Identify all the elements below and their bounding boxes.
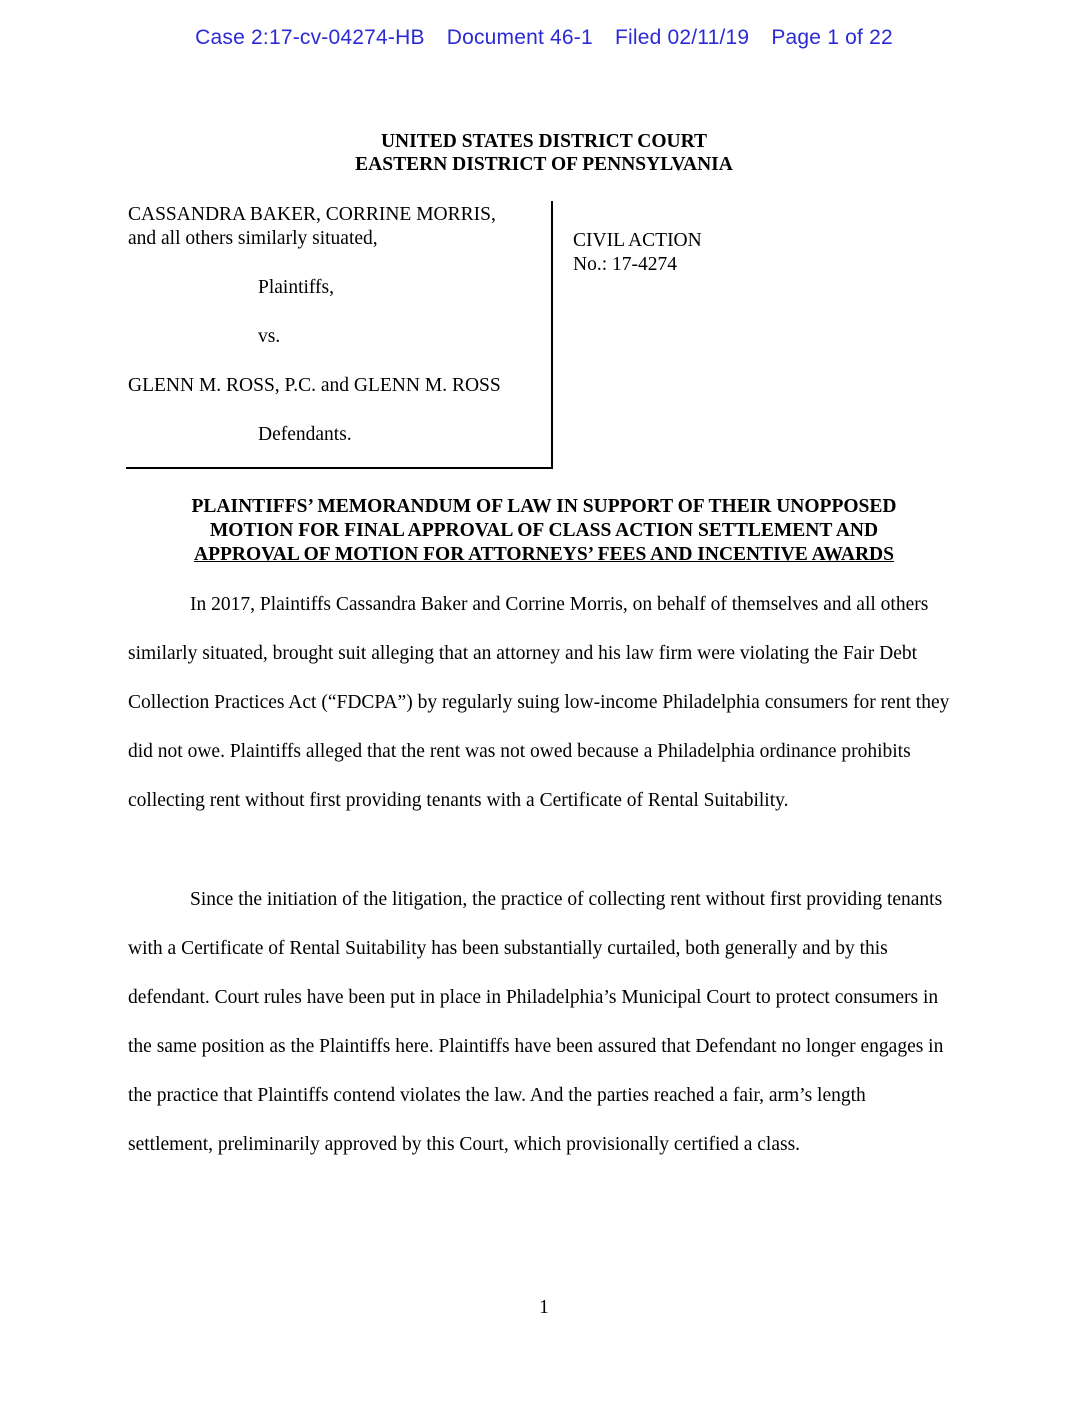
- case-caption-action: [573, 229, 702, 277]
- court-district: EASTERN DISTRICT OF PENNSYLVANIA: [355, 154, 733, 175]
- plaintiffs-label: Plaintiffs,: [258, 277, 335, 298]
- paragraph-text: In 2017, Plaintiffs Cassandra Baker and Corrine Morris, on behalf of themselves and all others similarly situated, brought suit alleging that an attorney and his law firm were violating the Fair Debt Collection Practices Act (“FDCPA”) by regularly suing low-income Philadelphia consumers for rent they did not owe. Plaintiffs alleged that the rent was not owed because a Philadelphia ordinance prohibits collecting rent without first providing tenants with a Certificate of Rental Suitability.: [128, 594, 950, 811]
- court-name: UNITED STATES DISTRICT COURT: [380, 131, 708, 152]
- court-heading: [0, 130, 1088, 176]
- case-number: Case 2:17-cv-04274-HB: [195, 26, 425, 49]
- page-count: Page 1 of 22: [771, 26, 893, 49]
- caption-vertical-rule: [551, 201, 553, 468]
- title-line-1: PLAINTIFFS’ MEMORANDUM OF LAW IN SUPPORT OF THEIR UNOPPOSED: [191, 496, 897, 517]
- title-line-3: APPROVAL OF MOTION FOR ATTORNEYS’ FEES AND INCENTIVE AWARDS: [194, 544, 894, 565]
- document-number: Document 46-1: [446, 26, 593, 49]
- civil-action-label: CIVIL ACTION: [573, 230, 702, 251]
- plaintiff-class: and all others similarly situated,: [128, 228, 378, 249]
- title-line-2: MOTION FOR FINAL APPROVAL OF CLASS ACTION SETTLEMENT AND: [209, 520, 879, 541]
- defendants-label: Defendants.: [258, 424, 352, 445]
- ecf-filing-header: [0, 26, 1088, 50]
- body-paragraph-2: [128, 875, 952, 1169]
- plaintiff-names: CASSANDRA BAKER, CORRINE MORRIS,: [128, 204, 496, 225]
- versus-label: vs.: [258, 326, 281, 347]
- case-caption-parties: [128, 203, 548, 447]
- defendant-names: GLENN M. ROSS, P.C. and GLENN M. ROSS: [128, 375, 501, 396]
- civil-action-number: No.: 17-4274: [573, 254, 677, 275]
- page-number: 1: [539, 1297, 549, 1318]
- body-paragraph-1: [128, 580, 952, 825]
- paragraph-text: Since the initiation of the litigation, the practice of collecting rent without first providing tenants with a Certificate of Rental Suitability has been substantially curtailed, both generally and by this defendant. Court rules have been put in place in Philadelphia’s Municipal Court to protect consumers in the same position as the Plaintiffs here. Plaintiffs have been assured that Defendant no longer engages in the practice that Plaintiffs contend violates the law. And the parties reached a fair, arm’s length settlement, preliminarily approved by this Court, which provisionally certified a class.: [128, 889, 944, 1155]
- filed-date: Filed 02/11/19: [614, 26, 750, 49]
- memorandum-title: [0, 495, 1088, 567]
- caption-horizontal-rule: [126, 467, 553, 469]
